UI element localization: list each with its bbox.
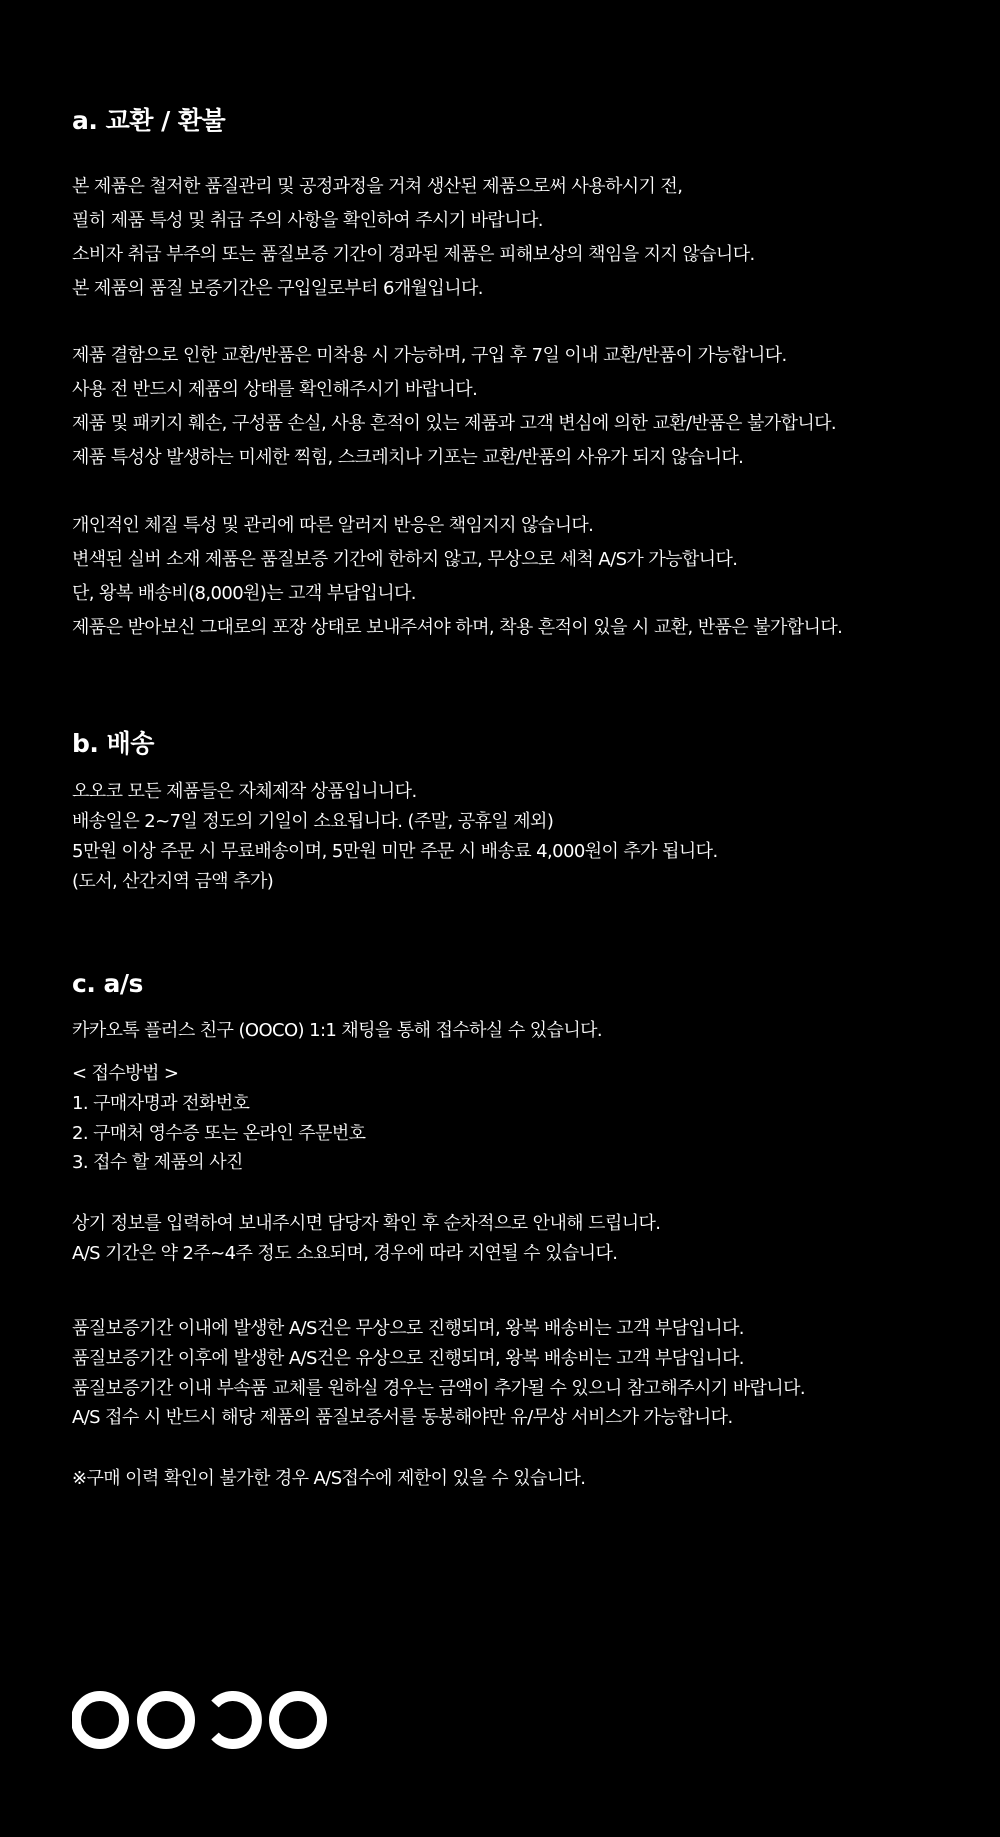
text-line: 상기 정보를 입력하여 보내주시면 담당자 확인 후 순차적으로 안내해 드립니다. xyxy=(72,1213,661,1234)
text-line: ※구매 이력 확인이 불가한 경우 A/S접수에 제한이 있을 수 있습니다. xyxy=(72,1468,586,1489)
as-warranty-paragraph xyxy=(72,1314,805,1433)
ooco-wordmark-icon xyxy=(72,1690,328,1750)
as-intro xyxy=(72,1016,602,1046)
text-line: 개인적인 체질 특성 및 관리에 따른 알러지 반응은 책임지지 않습니다. xyxy=(72,515,594,536)
text-line: 소비자 취급 부주의 또는 품질보증 기간이 경과된 제품은 피해보상의 책임을 지지 않습니다. xyxy=(72,244,755,265)
text-line: 필히 제품 특성 및 취급 주의 사항을 확인하여 주시기 바랍니다. xyxy=(72,210,543,231)
method-item: 3. 접수 할 제품의 사진 xyxy=(72,1152,243,1174)
text-line: 사용 전 반드시 제품의 상태를 확인해주시기 바랍니다. xyxy=(72,379,478,400)
as-title: c. a/s xyxy=(72,969,143,998)
text-line: 오오코 모든 제품들은 자체제작 상품입니니다. xyxy=(72,781,417,802)
text-line: 제품 특성상 발생하는 미세한 찍힘, 스크레치나 기포는 교환/반품의 사유가 되지 않습니다. xyxy=(72,447,744,468)
text-line: 품질보증기간 이후에 발생한 A/S건은 유상으로 진행되며, 왕복 배송비는 고객 부담입니다. xyxy=(72,1347,744,1369)
method-heading: < 접수방법 > xyxy=(72,1063,179,1084)
text-line: 품질보증기간 이내에 발생한 A/S건은 무상으로 진행되며, 왕복 배송비는 고객 부담입니다. xyxy=(72,1318,744,1339)
text-line: A/S 접수 시 반드시 해당 제품의 품질보증서를 동봉해야만 유/무상 서비스가 가능합니다. xyxy=(72,1407,733,1429)
as-note xyxy=(72,1464,585,1494)
ooco-logo xyxy=(72,1690,328,1750)
text-line: A/S 기간은 약 2주~4주 정도 소요되며, 경우에 따라 지연될 수 있습니다. xyxy=(72,1243,618,1264)
text-line: 제품은 받아보신 그대로의 포장 상태로 보내주셔야 하며, 착용 흔적이 있을 시 교환, 반품은 불가합니다. xyxy=(72,617,843,638)
as-guide-paragraph xyxy=(72,1209,660,1269)
text-line: 제품 및 패키지 훼손, 구성품 손실, 사용 흔적이 있는 제품과 고객 변심에 의한 교환/반품은 불가합니다. xyxy=(72,413,837,434)
shipping-paragraph xyxy=(72,777,718,897)
text-line: 배송일은 2~7일 정도의 기일이 소요됩니다. (주말, 공휴일 제외) xyxy=(72,811,554,832)
exchange-allergy-paragraph xyxy=(72,509,842,645)
text-line: (도서, 산간지역 금액 추가) xyxy=(72,871,274,892)
text-line: 단, 왕복 배송비(8,000원)는 고객 부담입니다. xyxy=(72,583,416,604)
text-line: 품질보증기간 이내 부속품 교체를 원하실 경우는 금액이 추가될 수 있으니 참고해주시기 바랍니다. xyxy=(72,1377,805,1399)
text-line: 본 제품은 철저한 품질관리 및 공정과정을 거쳐 생산된 제품으로써 사용하시기 전, xyxy=(72,176,683,197)
as-method-list xyxy=(72,1059,365,1178)
exchange-title: a. 교환 / 환불 xyxy=(72,106,226,135)
exchange-defect-paragraph xyxy=(72,339,836,475)
text-line: 제품 결함으로 인한 교환/반품은 미착용 시 가능하며, 구입 후 7일 이내 교환/반품이 가능합니다. xyxy=(72,345,787,366)
method-item: 1. 구매자명과 전화번호 xyxy=(72,1092,250,1114)
shipping-title: b. 배송 xyxy=(72,729,154,758)
exchange-quality-paragraph xyxy=(72,170,755,306)
text-line: 5만원 이상 주문 시 무료배송이며, 5만원 미만 주문 시 배송료 4,000원이 추가 됩니다. xyxy=(72,841,718,862)
text-line: 변색된 실버 소재 제품은 품질보증 기간에 한하지 않고, 무상으로 세척 A/S가 가능합니다. xyxy=(72,549,738,570)
text-line: 본 제품의 품질 보증기간은 구입일로부터 6개월입니다. xyxy=(72,278,483,299)
method-item: 2. 구매처 영수증 또는 온라인 주문번호 xyxy=(72,1122,366,1144)
text-line: 카카오톡 플러스 친구 (OOCO) 1:1 채팅을 통해 접수하실 수 있습니다. xyxy=(72,1020,603,1041)
